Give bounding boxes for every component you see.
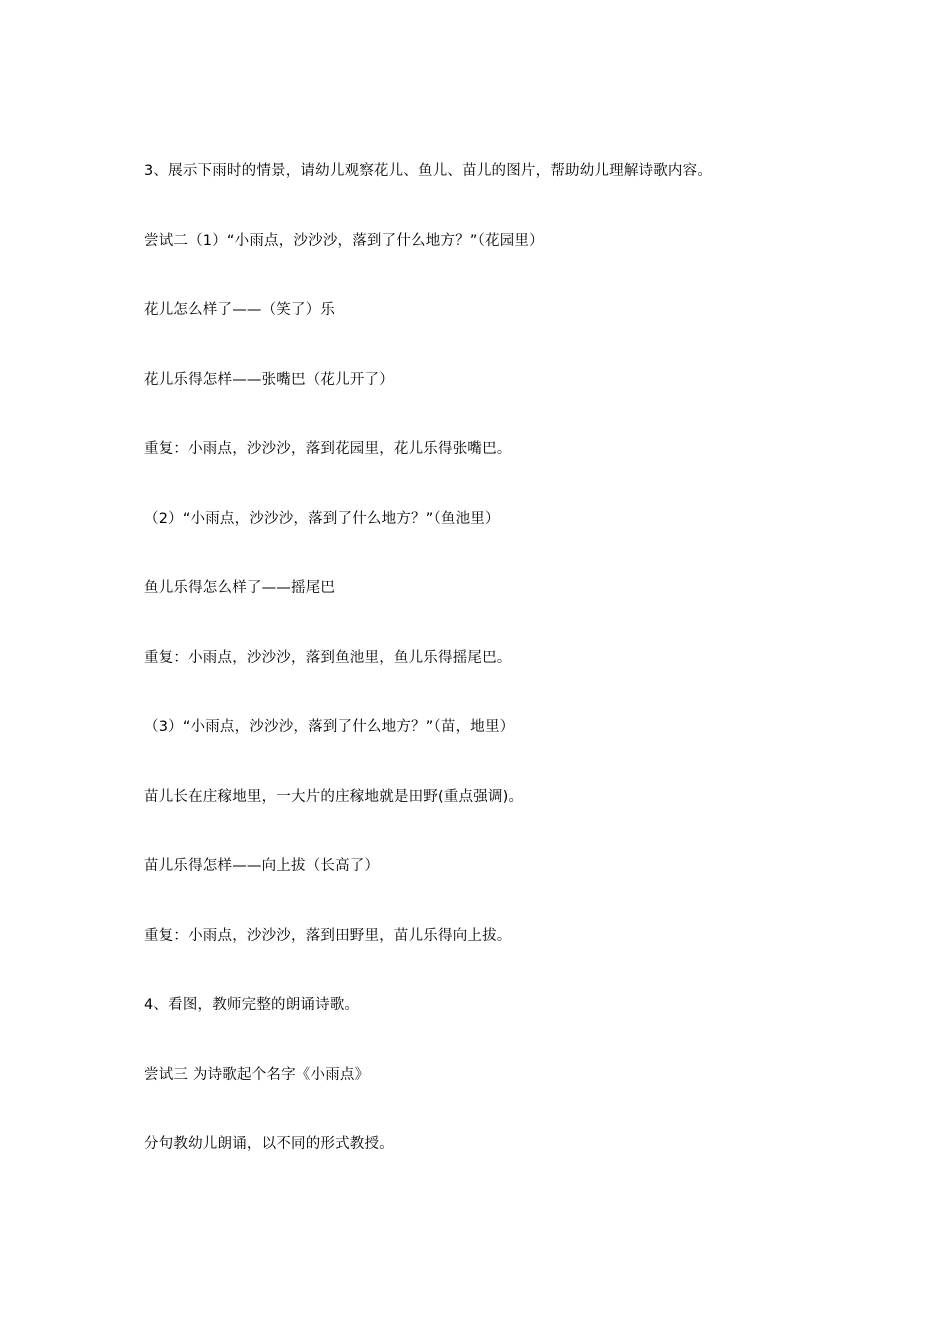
paragraph-repeat-flower: 重复：小雨点，沙沙沙，落到花园里，花儿乐得张嘴巴。 [144,441,512,457]
paragraph-attempt-3: 尝试三 为诗歌起个名字《小雨点》 [144,1067,370,1083]
paragraph-flower-how: 花儿怎么样了——（笑了）乐 [144,302,336,318]
paragraph-seedling-field: 苗儿长在庄稼地里，一大片的庄稼地就是田野(重点强调)。 [144,789,524,805]
paragraph-step-4: 4、看图，教师完整的朗诵诗歌。 [144,997,360,1013]
paragraph-teach-recite: 分句教幼儿朗诵，以不同的形式教授。 [144,1136,394,1152]
paragraph-repeat-seedling: 重复：小雨点，沙沙沙，落到田野里，苗儿乐得向上拔。 [144,928,512,944]
paragraph-attempt-2-q1: 尝试二（1）“小雨点，沙沙沙，落到了什么地方？”（花园里） [144,233,544,249]
paragraph-step-3: 3、展示下雨时的情景，请幼儿观察花儿、鱼儿、苗儿的图片，帮助幼儿理解诗歌内容。 [144,163,713,179]
paragraph-fish-happy: 鱼儿乐得怎么样了——摇尾巴 [144,580,336,596]
paragraph-repeat-fish: 重复：小雨点，沙沙沙，落到鱼池里，鱼儿乐得摇尾巴。 [144,650,512,666]
paragraph-q3: （3）“小雨点，沙沙沙，落到了什么地方？”（苗，地里） [144,719,515,735]
paragraph-seedling-happy: 苗儿乐得怎样——向上拔（长高了） [144,858,380,874]
paragraph-q2: （2）“小雨点，沙沙沙，落到了什么地方？”（鱼池里） [144,511,500,527]
paragraph-flower-happy: 花儿乐得怎样——张嘴巴（花儿开了） [144,372,394,388]
